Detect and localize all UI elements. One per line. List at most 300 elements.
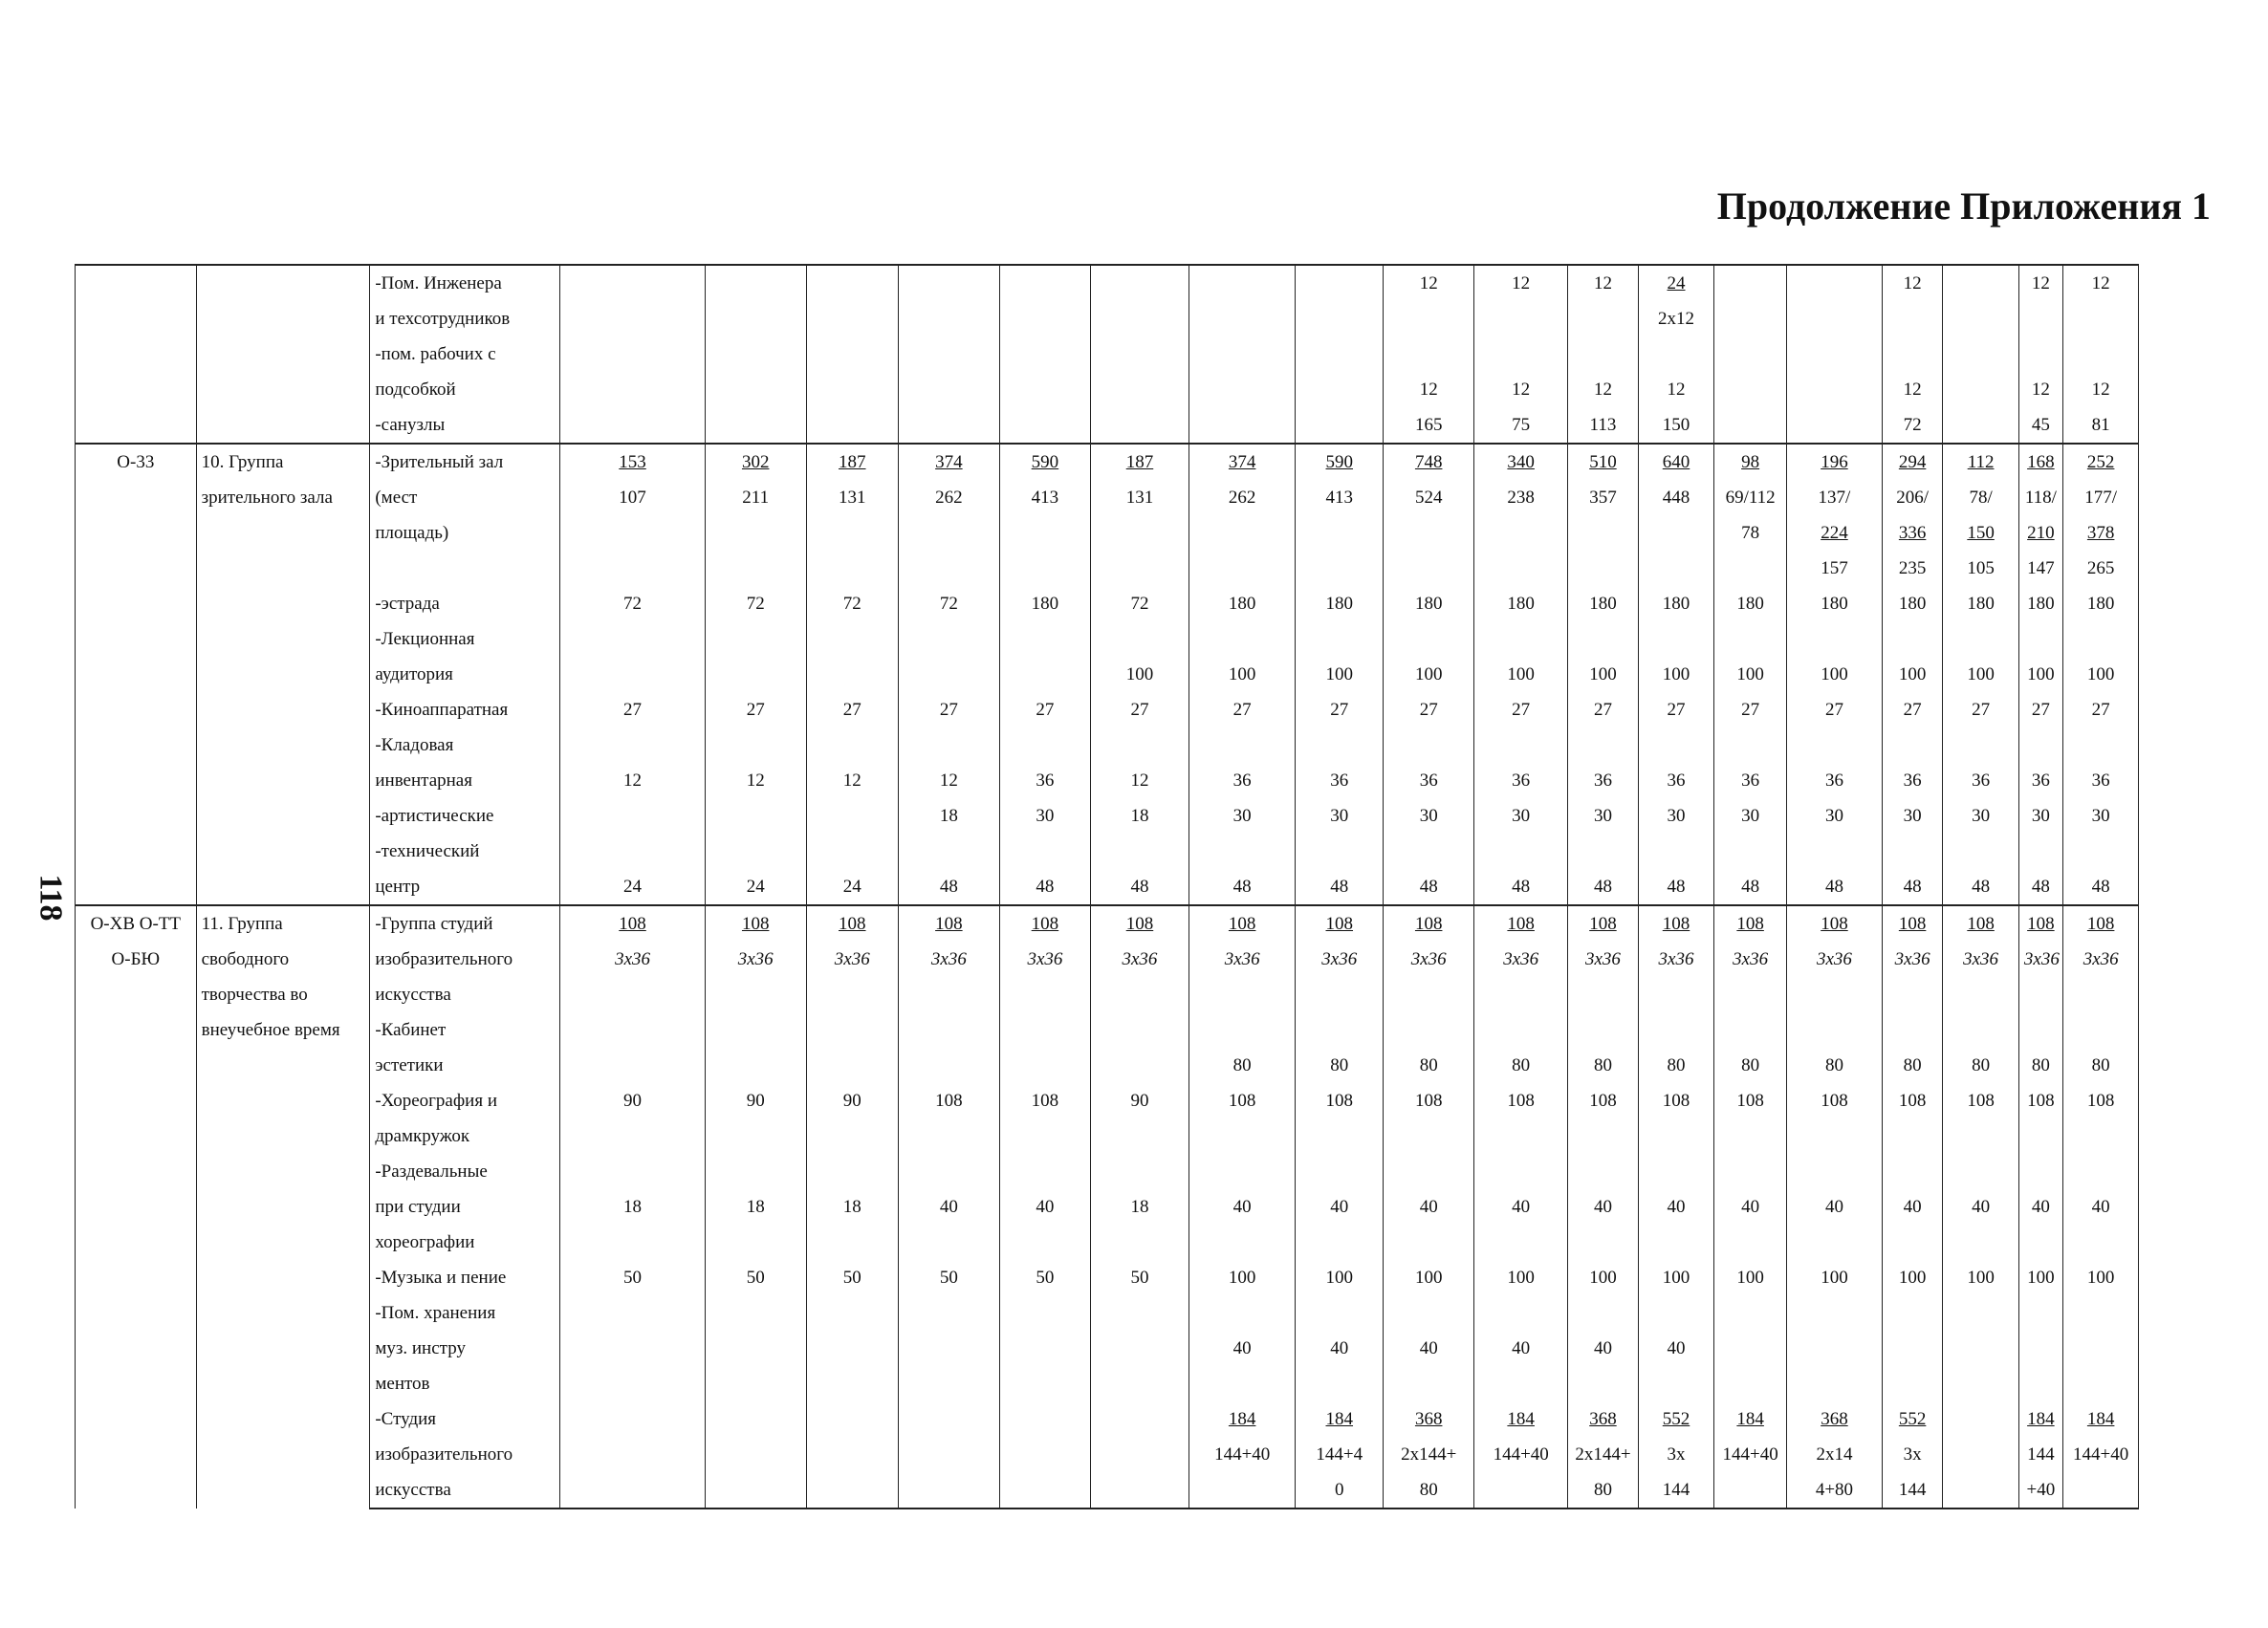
row-label: -Киноаппаратная — [370, 692, 560, 727]
cell-value: 262 — [1228, 488, 1256, 508]
table-cell — [2018, 621, 2062, 657]
cell-value: 48 — [1512, 877, 1531, 897]
table-cell — [560, 301, 705, 336]
table-cell — [1090, 1260, 1189, 1295]
cell-value: 80 — [1593, 1055, 1612, 1075]
row-label: подсобкой — [370, 372, 560, 407]
table-cell — [999, 727, 1090, 763]
cell-value: 18 — [1130, 1197, 1149, 1217]
table-cell — [999, 1401, 1090, 1437]
cell-value: 144+40 — [1214, 1444, 1271, 1465]
cell-value: 108 — [2086, 1091, 2115, 1111]
cell-value: 12 — [2091, 273, 2110, 293]
table-cell — [1384, 551, 1474, 586]
table-cell — [898, 942, 999, 977]
table-cell — [705, 265, 806, 301]
cell-value: 4+80 — [1815, 1480, 1854, 1500]
cell-value: 36 — [1824, 771, 1843, 791]
table-cell — [1786, 1401, 1882, 1437]
table-cell — [2018, 942, 2062, 977]
table-cell — [1189, 372, 1296, 407]
table-cell — [1474, 834, 1568, 869]
table-cell — [1568, 1295, 1639, 1331]
cell-value: 36 — [1741, 771, 1760, 791]
cell-value: 48 — [1824, 877, 1843, 897]
table-cell — [2062, 869, 2139, 905]
table-cell — [1714, 372, 1787, 407]
table-cell — [1090, 480, 1189, 515]
cell-value: 40 — [1512, 1197, 1531, 1217]
table-cell — [806, 515, 898, 551]
table-row — [76, 657, 2199, 692]
table-cell — [898, 727, 999, 763]
cell-value: 108 — [1414, 914, 1443, 934]
cell-value: 75 — [1512, 415, 1531, 435]
table-cell — [999, 336, 1090, 372]
table-cell — [1882, 727, 1942, 763]
row-label: -артистические — [370, 798, 560, 834]
cell-value: 180 — [1507, 594, 1535, 614]
table-cell — [2018, 551, 2062, 586]
table-cell — [1090, 265, 1189, 301]
table-cell — [1474, 869, 1568, 905]
table-cell — [2062, 1366, 2139, 1401]
cell-value: 144 — [1662, 1480, 1690, 1500]
table-cell — [1296, 1083, 1384, 1118]
table-cell — [999, 1118, 1090, 1154]
table-cell — [1943, 1118, 2019, 1154]
table-cell — [1882, 407, 1942, 444]
section-code — [76, 265, 197, 444]
cell-value: 3x36 — [1658, 949, 1694, 969]
table-cell — [806, 372, 898, 407]
cell-value: 48 — [1667, 877, 1686, 897]
table-cell — [1090, 657, 1189, 692]
cell-value: 3x36 — [834, 949, 870, 969]
table-row — [76, 1260, 2199, 1295]
table-cell — [1638, 1437, 1714, 1472]
table-cell — [1189, 1225, 1296, 1260]
table-cell — [898, 1012, 999, 1048]
table-row — [76, 798, 2199, 834]
cell-value: 80 — [2031, 1055, 2050, 1075]
cell-value: 12 — [2031, 380, 2050, 400]
cell-value: 590 — [1325, 452, 1354, 472]
table-cell — [898, 515, 999, 551]
cell-value: 108 — [1031, 914, 1059, 934]
cell-value: 184 — [1228, 1409, 1256, 1429]
page-number: 118 — [33, 874, 69, 922]
table-cell — [806, 1295, 898, 1331]
table-cell — [1714, 1154, 1787, 1189]
table-cell — [1638, 444, 1714, 480]
table-cell — [1474, 905, 1568, 942]
cell-value: 72 — [623, 594, 643, 614]
table-cell — [560, 692, 705, 727]
table-cell — [560, 407, 705, 444]
table-cell — [1638, 407, 1714, 444]
table-cell — [898, 1295, 999, 1331]
cell-value: 180 — [1228, 594, 1256, 614]
cell-value: 30 — [1036, 806, 1055, 826]
table-cell — [2018, 1401, 2062, 1437]
cell-value: 108 — [1662, 1091, 1690, 1111]
table-cell — [560, 869, 705, 905]
cell-value: 100 — [1414, 1268, 1443, 1288]
cell-value: 18 — [842, 1197, 861, 1217]
cell-value: 48 — [1330, 877, 1349, 897]
table-cell — [1090, 692, 1189, 727]
table-cell — [806, 407, 898, 444]
table-row — [76, 1437, 2199, 1472]
cell-value: 368 — [1414, 1409, 1443, 1429]
table-cell — [1090, 869, 1189, 905]
cell-value: 18 — [623, 1197, 643, 1217]
table-cell — [1638, 869, 1714, 905]
table-cell — [1384, 1118, 1474, 1154]
table-cell — [1384, 407, 1474, 444]
table-cell — [1943, 977, 2019, 1012]
table-cell — [1296, 1472, 1384, 1509]
cell-value: 105 — [1967, 558, 1995, 578]
cell-value: 40 — [1512, 1338, 1531, 1358]
table-row — [76, 336, 2199, 372]
table-cell — [1474, 551, 1568, 586]
table-cell — [2018, 1083, 2062, 1118]
cell-value: 144+4 — [1316, 1444, 1363, 1465]
cell-value: 12 — [2091, 380, 2110, 400]
table-cell — [999, 301, 1090, 336]
cell-value: 108 — [1967, 1091, 1995, 1111]
table-cell — [1882, 1295, 1942, 1331]
table-cell — [898, 1260, 999, 1295]
cell-value: 48 — [1036, 877, 1055, 897]
table-cell — [2062, 1295, 2139, 1331]
table-cell — [1474, 1048, 1568, 1083]
table-cell — [560, 1083, 705, 1118]
cell-value: 180 — [1589, 594, 1617, 614]
table-cell — [560, 1154, 705, 1189]
table-cell — [806, 1154, 898, 1189]
cell-value: 27 — [746, 700, 765, 720]
cell-value: 100 — [1507, 664, 1535, 684]
table-cell — [1568, 444, 1639, 480]
cell-value: 100 — [1662, 664, 1690, 684]
table-cell — [1296, 977, 1384, 1012]
table-cell — [999, 977, 1090, 1012]
cell-value: 50 — [1036, 1268, 1055, 1288]
row-label: -Пом. Инженера — [370, 265, 560, 301]
table-cell — [1189, 798, 1296, 834]
cell-value: 27 — [1741, 700, 1760, 720]
cell-value: 12 — [623, 771, 643, 791]
cell-value: 30 — [1667, 806, 1686, 826]
table-cell — [1189, 1118, 1296, 1154]
table-cell — [1638, 1118, 1714, 1154]
table-cell — [1296, 1154, 1384, 1189]
table-cell — [560, 265, 705, 301]
table-cell — [1786, 942, 1882, 977]
cell-value: 27 — [2091, 700, 2110, 720]
table-cell — [806, 336, 898, 372]
table-cell — [1943, 905, 2019, 942]
table-cell — [2018, 1012, 2062, 1048]
table-cell — [705, 621, 806, 657]
table-row — [76, 1012, 2199, 1048]
cell-value: 262 — [935, 488, 963, 508]
table-cell — [1638, 1225, 1714, 1260]
table-cell — [1189, 1437, 1296, 1472]
cell-value: 108 — [1325, 1091, 1354, 1111]
cell-value: 100 — [1736, 664, 1764, 684]
cell-value: 2x12 — [1658, 309, 1695, 329]
table-cell — [1786, 1048, 1882, 1083]
cell-value: 30 — [1972, 806, 1991, 826]
table-cell — [1638, 763, 1714, 798]
table-row — [76, 515, 2199, 551]
table-cell — [2062, 1331, 2139, 1366]
table-cell — [1568, 1225, 1639, 1260]
table-cell — [999, 480, 1090, 515]
table-cell — [1568, 265, 1639, 301]
table-cell — [898, 1083, 999, 1118]
table-cell — [1384, 1437, 1474, 1472]
cell-value: 50 — [842, 1268, 861, 1288]
cell-value: 12 — [1419, 380, 1438, 400]
table-cell — [1714, 265, 1787, 301]
cell-value: 2x144+ — [1575, 1444, 1631, 1465]
cell-value: 2x14 — [1816, 1444, 1853, 1465]
cell-value: 265 — [2086, 558, 2115, 578]
table-cell — [1384, 1295, 1474, 1331]
table-cell — [2018, 586, 2062, 621]
table-cell — [806, 621, 898, 657]
table-cell — [560, 1331, 705, 1366]
table-cell — [1384, 480, 1474, 515]
table-cell — [806, 1401, 898, 1437]
cell-value: 144 — [1898, 1480, 1927, 1500]
table-cell — [1090, 1437, 1189, 1472]
table-cell — [705, 1401, 806, 1437]
table-cell — [1568, 551, 1639, 586]
table-cell — [1189, 905, 1296, 942]
table-cell — [898, 1366, 999, 1401]
table-row — [76, 301, 2199, 336]
table-cell — [1638, 1154, 1714, 1189]
table-cell — [1882, 1472, 1942, 1509]
table-cell — [898, 869, 999, 905]
cell-value: 3x36 — [1503, 949, 1539, 969]
cell-value: 144+40 — [1722, 1444, 1778, 1465]
cell-value: 100 — [1967, 664, 1995, 684]
table-row — [76, 1083, 2199, 1118]
cell-value: 180 — [1031, 594, 1059, 614]
table-cell — [1714, 301, 1787, 336]
cell-value: 40 — [1232, 1197, 1252, 1217]
cell-value: 80 — [1741, 1055, 1760, 1075]
table-cell — [806, 763, 898, 798]
cell-value: 180 — [2086, 594, 2115, 614]
table-cell — [1090, 763, 1189, 798]
cell-value: 12 — [1667, 380, 1686, 400]
table-cell — [999, 515, 1090, 551]
table-cell — [1786, 905, 1882, 942]
table-cell — [1568, 1083, 1639, 1118]
table-cell — [806, 1331, 898, 1366]
table-cell — [806, 1083, 898, 1118]
table-cell — [1090, 444, 1189, 480]
cell-value: 80 — [1593, 1480, 1612, 1500]
table-cell — [560, 727, 705, 763]
cell-value: 80 — [1824, 1055, 1843, 1075]
table-cell — [1882, 942, 1942, 977]
cell-value: 27 — [1667, 700, 1686, 720]
table-cell — [705, 905, 806, 942]
table-cell — [806, 798, 898, 834]
table-cell — [806, 942, 898, 977]
table-cell — [1296, 1189, 1384, 1225]
row-label: и техсотрудников — [370, 301, 560, 336]
table-cell — [2062, 727, 2139, 763]
table-cell — [1786, 977, 1882, 1012]
row-label: изобразительного — [370, 1437, 560, 1472]
table-cell — [1568, 942, 1639, 977]
cell-value: 180 — [1414, 594, 1443, 614]
table-cell — [1189, 444, 1296, 480]
table-cell — [1714, 480, 1787, 515]
table-cell — [1568, 1401, 1639, 1437]
cell-value: 340 — [1507, 452, 1535, 472]
cell-value: 100 — [2027, 1268, 2055, 1288]
cell-value: 12 — [1903, 273, 1922, 293]
cell-value: 81 — [2091, 415, 2110, 435]
cell-value: 3x36 — [1410, 949, 1447, 969]
cell-value: 100 — [1414, 664, 1443, 684]
cell-value: 40 — [1593, 1197, 1612, 1217]
row-label: ментов — [370, 1366, 560, 1401]
table-cell — [705, 727, 806, 763]
cell-value: 144+40 — [1493, 1444, 1549, 1465]
cell-value: 184 — [1325, 1409, 1354, 1429]
table-cell — [2062, 372, 2139, 407]
table-cell — [1189, 515, 1296, 551]
table-cell — [1474, 1154, 1568, 1189]
table-cell — [1568, 336, 1639, 372]
table-cell — [806, 444, 898, 480]
table-cell — [1090, 336, 1189, 372]
table-row — [76, 1401, 2199, 1437]
table-cell — [1638, 657, 1714, 692]
cell-value: 100 — [1898, 1268, 1927, 1288]
cell-value: 30 — [1593, 806, 1612, 826]
cell-value: 48 — [939, 877, 958, 897]
cell-value: 80 — [1667, 1055, 1686, 1075]
cell-value: 27 — [1593, 700, 1612, 720]
table-cell — [1090, 1295, 1189, 1331]
cell-value: 590 — [1031, 452, 1059, 472]
table-cell — [1296, 444, 1384, 480]
table-cell — [1638, 1401, 1714, 1437]
table-cell — [1384, 336, 1474, 372]
table-cell — [1296, 1048, 1384, 1083]
cell-value: 27 — [623, 700, 643, 720]
table-cell — [2062, 265, 2139, 301]
table-cell — [1568, 834, 1639, 869]
cell-value: 40 — [2031, 1197, 2050, 1217]
table-cell — [1786, 1154, 1882, 1189]
table-cell — [1714, 1225, 1787, 1260]
row-label: -Лекционная — [370, 621, 560, 657]
cell-value: 40 — [2091, 1197, 2110, 1217]
table-cell — [705, 1295, 806, 1331]
table-cell — [1090, 515, 1189, 551]
cell-value: 368 — [1821, 1409, 1848, 1429]
table-cell — [1568, 692, 1639, 727]
table-cell — [2018, 1295, 2062, 1331]
table-cell — [898, 1331, 999, 1366]
table-cell — [1943, 621, 2019, 657]
table-cell — [2062, 586, 2139, 621]
table-cell — [2062, 763, 2139, 798]
table-cell — [1384, 905, 1474, 942]
cell-value: 27 — [842, 700, 861, 720]
table-cell — [1882, 1118, 1942, 1154]
table-cell — [1943, 444, 2019, 480]
table-cell — [2018, 1331, 2062, 1366]
cell-value: 108 — [1589, 914, 1617, 934]
table-cell — [2018, 657, 2062, 692]
table-cell — [1882, 1437, 1942, 1472]
table-cell — [1943, 515, 2019, 551]
cell-value: 108 — [1821, 914, 1848, 934]
table-cell — [2018, 480, 2062, 515]
table-cell — [560, 1189, 705, 1225]
cell-value: 48 — [1593, 877, 1612, 897]
cell-value: 18 — [1130, 806, 1149, 826]
table-cell — [1882, 1154, 1942, 1189]
table-cell — [1943, 1048, 2019, 1083]
row-label: искусства — [370, 1472, 560, 1509]
table-row — [76, 1225, 2199, 1260]
table-cell — [806, 1260, 898, 1295]
table-cell — [2018, 1437, 2062, 1472]
row-label: -Пом. хранения — [370, 1295, 560, 1331]
table-cell — [1943, 692, 2019, 727]
table-cell — [1638, 515, 1714, 551]
row-label: -пом. рабочих с — [370, 336, 560, 372]
cell-value: 48 — [1232, 877, 1252, 897]
table-cell — [560, 480, 705, 515]
cell-value: 12 — [1593, 273, 1612, 293]
table-cell — [1943, 1189, 2019, 1225]
table-cell — [560, 1118, 705, 1154]
cell-value: 3x36 — [1321, 949, 1358, 969]
table-cell — [1714, 1189, 1787, 1225]
table-cell — [1568, 1260, 1639, 1295]
table-cell — [999, 834, 1090, 869]
table-cell — [1638, 301, 1714, 336]
table-cell — [898, 834, 999, 869]
cell-value: 524 — [1414, 488, 1443, 508]
table-cell — [705, 1331, 806, 1366]
table-cell — [999, 1225, 1090, 1260]
cell-value: 24 — [623, 877, 643, 897]
table-cell — [1474, 1472, 1568, 1509]
cell-value: 40 — [1036, 1197, 1055, 1217]
table-cell — [999, 692, 1090, 727]
table-cell — [806, 834, 898, 869]
cell-value: 30 — [2031, 806, 2050, 826]
